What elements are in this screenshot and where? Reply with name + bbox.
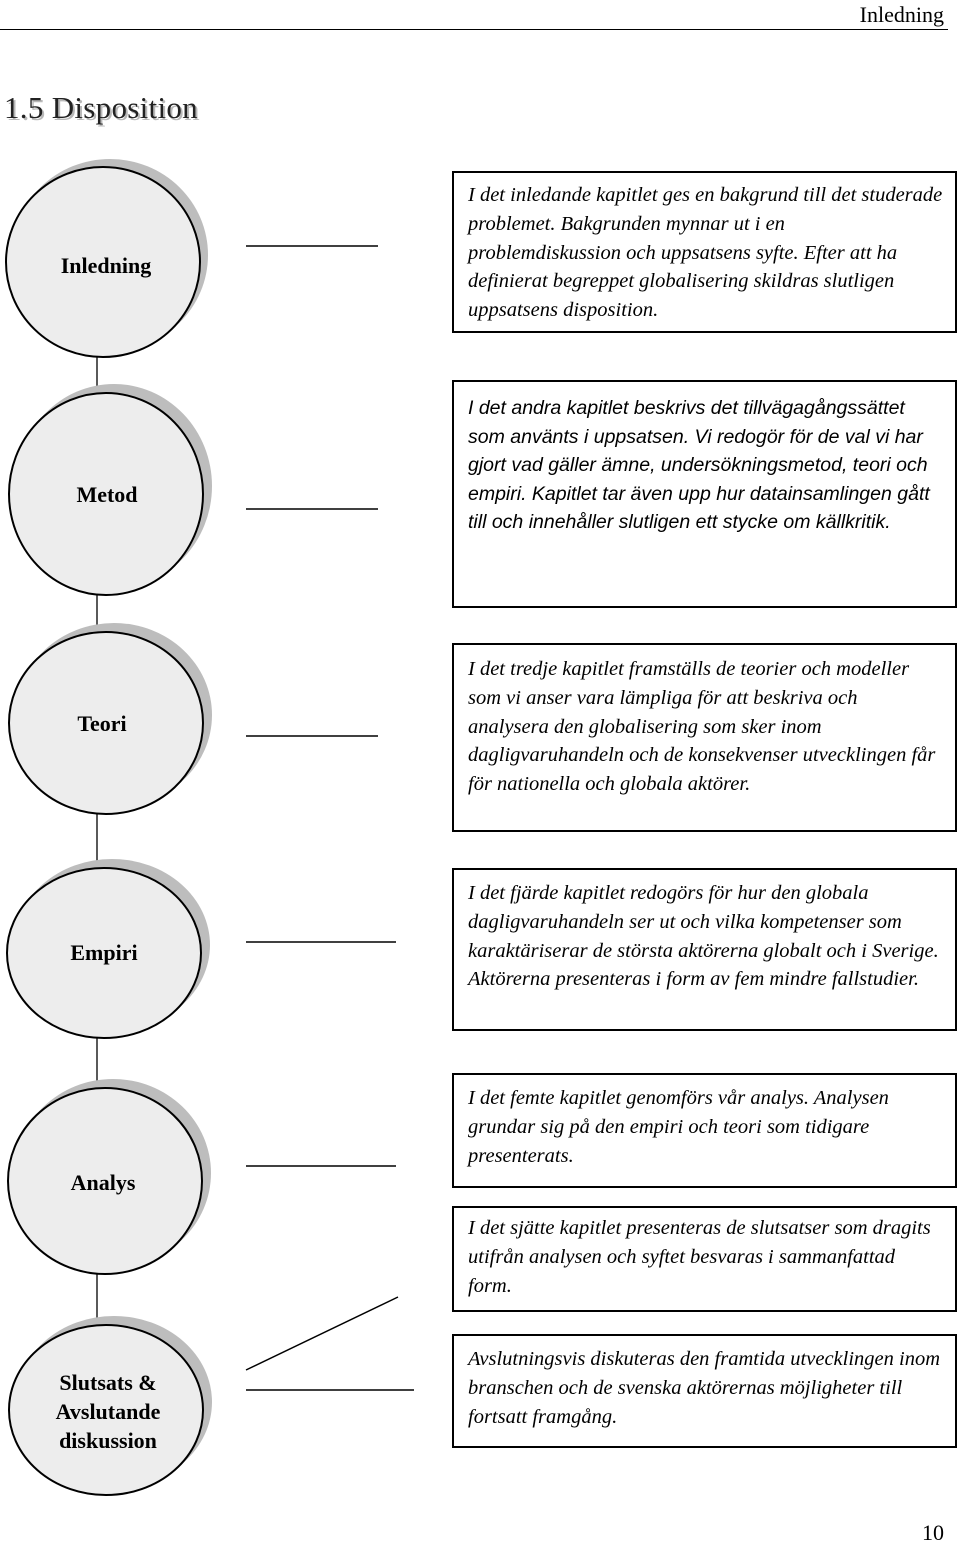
chapter-label-teori: Teori: [77, 711, 127, 736]
description-text: I det inledande kapitlet ges en bakgrund till det studerade problemet. Bakgrunden mynnar ut i en problemdiskussion och uppsatsens syfte. Efter att ha definierat begreppet globalisering skildras slutligen uppsatsens disposition.: [468, 184, 943, 322]
page-number: 10: [922, 1520, 944, 1545]
description-box-analys: [452, 1073, 957, 1188]
description-text: I det femte kapitlet genomförs vår analys. Analysen grundar sig på den empiri och teori som tidigare presenterats.: [468, 1087, 889, 1167]
description-box-teori: [452, 643, 957, 832]
description-text: I det andra kapitlet beskrivs det tillvägagångssättet som använts i uppsatsen. Vi redogör för de val vi har gjort vad gäller ämne, undersökningsmetod, teori och empiri. Kapitlet tar även upp hur datainsamlingen gått till och innehåller slutligen ett stycke om källkritik.: [468, 397, 930, 534]
chapter-label-slutsats: [56, 1370, 161, 1453]
description-box-avslutande: [452, 1334, 957, 1448]
chapter-label-metod: Metod: [76, 482, 138, 507]
chapter-label-line: Slutsats &: [59, 1370, 157, 1395]
section-title: 1.5 Disposition: [4, 90, 198, 125]
running-header: Inledning: [859, 2, 944, 27]
description-box-slutsats: [452, 1206, 957, 1312]
description-box-metod: [452, 380, 957, 608]
connector-slutsats-diagonal: [246, 1297, 398, 1370]
description-text: I det fjärde kapitlet redogörs för hur den globala dagligvaruhandeln ser ut och vilka kompetenser som karaktäriserar de största aktörerna globalt och i Sverige. Aktörerna presenteras i form av fem mindre fallstudier.: [468, 882, 939, 991]
chapter-label-line: diskussion: [59, 1428, 157, 1453]
description-text: Avslutningsvis diskuteras den framtida utvecklingen inom branschen och de svenska aktörernas möjligheter till fortsatt framgång.: [468, 1348, 941, 1428]
chapter-label-empiri: Empiri: [70, 940, 138, 965]
description-text: I det tredje kapitlet framställs de teorier och modeller som vi anser vara lämpliga för att beskriva och analysera den globalisering som sker inom dagligvaruhandeln och de konsekvenser utvecklingen får för nationella och globala aktörer.: [468, 658, 936, 796]
chapter-label-inledning: Inledning: [60, 253, 152, 278]
description-text: I det sjätte kapitlet presenteras de slutsatser som dragits utifrån analysen och syftet besvaras i sammanfattad form.: [468, 1217, 931, 1297]
chapter-label-line: Avslutande: [55, 1399, 161, 1424]
description-box-inledning: [452, 171, 957, 333]
chapter-label-analys: Analys: [70, 1170, 136, 1195]
description-box-empiri: [452, 868, 957, 1031]
